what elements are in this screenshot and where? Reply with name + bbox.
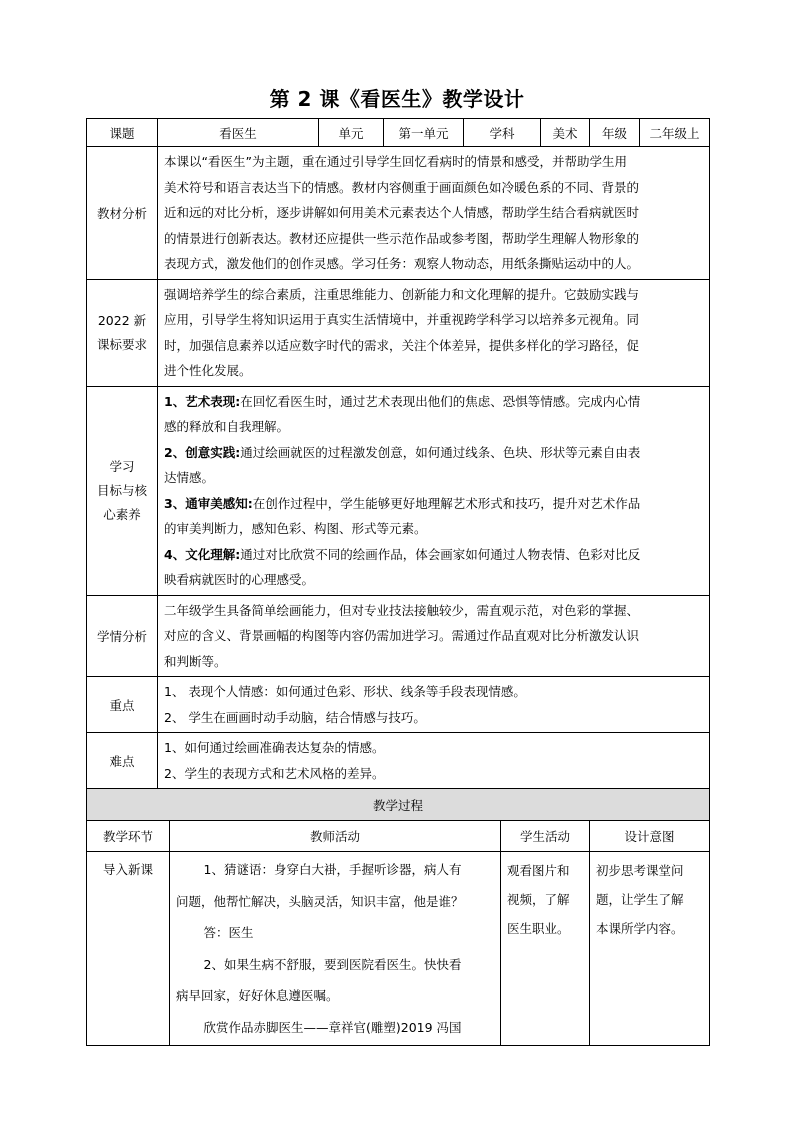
process-header-row	[87, 821, 710, 852]
mubiao-item-text: 通过对比欣赏不同的绘画作品，体会画家如何通过人物表情、色彩对比反	[240, 546, 641, 562]
jiaocai-line: 的情景进行创新表达。教材还应提供一些示范作品或参考图，帮助学生理解人物形象的	[164, 230, 640, 246]
mubiao-item	[164, 440, 703, 466]
header-row	[87, 119, 710, 147]
mubiao-item-text: 感的释放和自我理解。	[164, 419, 290, 434]
mubiao-item-title: 2、创意实践:	[164, 444, 241, 460]
xuesheng-line: 观看图片和	[507, 863, 570, 878]
jiaoshi-line: 欣赏作品赤脚医生——章祥官(雕塑)2019 冯国	[203, 1019, 462, 1035]
jiaoshi-line: 1、猜谜语：身穿白大褂，手握听诊器，病人有	[203, 862, 462, 877]
mubiao-item-text: 在回忆看医生时，通过艺术表现出他们的焦虑、恐惧等情感。完成内心情	[240, 393, 641, 409]
xueqing-line: 对应的含义、背景画幅的构图等内容仍需加进学习。需通过作品直观对比分析激发认识	[164, 628, 640, 643]
nianji-label: 年级	[590, 119, 640, 147]
mubiao-item-text: 通过绘画就医的过程激发创意，如何通过线条、色块、形状等元素自由表	[240, 444, 641, 460]
mubiao-row	[87, 386, 710, 595]
zhongdian-line: 1、 表现个人情感：如何通过色彩、形状、线条等手段表现情感。	[164, 684, 526, 699]
mubiao-label-line: 目标与核	[96, 482, 147, 498]
zhongdian-content	[158, 677, 710, 733]
mubiao-item	[164, 491, 703, 517]
nandian-content	[158, 733, 710, 789]
kebiao-line: 进个性化发展。	[164, 363, 252, 378]
xueke-label: 学科	[464, 119, 541, 147]
zhongdian-label: 重点	[87, 677, 158, 733]
mubiao-item-text: 的审美判断力，感知色彩、构图、形式等元素。	[164, 521, 427, 536]
jiaoshi-line: 病早回家，好好休息遵医嘱。	[176, 988, 339, 1003]
mubiao-item	[164, 542, 703, 568]
jiaoshi-cell	[170, 852, 501, 1046]
jiaoshi-line: 2、如果生病不舒服，要到医院看医生。快快看	[203, 956, 462, 972]
nandian-row	[87, 733, 710, 789]
xuesheng-line: 视频，了解	[507, 892, 570, 907]
zhongdian-line: 2、 学生在画画时动手动脑，结合情感与技巧。	[164, 709, 426, 725]
kebiao-label	[87, 279, 158, 386]
mubiao-item	[164, 389, 703, 415]
jiaocai-line: 美术符号和语言表达当下的情感。教材内容侧重于画面颜色如冷暖色系的不同、背景的	[164, 179, 640, 195]
mubiao-item-title: 3、通审美感知:	[164, 495, 253, 511]
nianji-value: 二年级上	[640, 119, 710, 147]
process-row-daoru	[87, 852, 710, 1046]
nandian-line: 2、学生的表现方式和艺术风格的差异。	[164, 765, 385, 781]
xuesheng-cell	[501, 852, 590, 1046]
nandian-label: 难点	[87, 733, 158, 789]
xueqing-row	[87, 595, 710, 677]
kebiao-label-line: 2022 新	[97, 312, 147, 328]
col-huanjie: 教学环节	[87, 821, 170, 852]
jiaocai-label: 教材分析	[87, 147, 158, 280]
col-jiaoshi: 教师活动	[170, 821, 501, 852]
mubiao-item-text: 在创作过程中，学生能够更好地理解艺术形式和技巧，提升对艺术作品	[252, 495, 641, 511]
xueqing-label: 学情分析	[87, 595, 158, 677]
mubiao-content	[158, 386, 710, 595]
process-table	[86, 788, 710, 1046]
mubiao-item-text: 映看病就医时的心理感受。	[164, 572, 315, 587]
kebiao-line: 应用，引导学生将知识运用于真实生活情境中，并重视跨学科学习以培养多元视角。同	[164, 312, 640, 327]
kebiao-content	[158, 279, 710, 386]
yitu-line: 本课所学内容。	[596, 921, 684, 936]
xueqing-content	[158, 595, 710, 677]
keti-value: 看医生	[158, 119, 319, 147]
page-title: 第 2 课《看医生》教学设计	[269, 87, 525, 111]
jiaoshi-line: 问题，他帮忙解决，头脑灵活，知识丰富，他是谁？	[176, 893, 464, 909]
zhongdian-row	[87, 677, 710, 733]
jiaocai-row	[87, 147, 710, 280]
yitu-cell	[590, 852, 710, 1046]
jiaocai-line: 近和远的对比分析，逐步讲解如何用美术元素表达个人情感，帮助学生结合看病就医时	[164, 205, 640, 220]
lesson-info-table	[86, 118, 710, 813]
keti-label: 课题	[87, 119, 158, 147]
jiaocai-content	[158, 147, 710, 280]
mubiao-label	[87, 386, 158, 595]
danyuan-label: 单元	[319, 119, 384, 147]
mubiao-label-line: 学习	[109, 458, 135, 474]
mubiao-label-line: 心素养	[103, 506, 141, 522]
col-xuesheng: 学生活动	[501, 821, 590, 852]
jiaocai-line: 表现方式，激发他们的创作灵感。学习任务：观察人物动态，用纸条撕贴运动中的人。	[164, 256, 640, 271]
mubiao-item-title: 4、文化理解:	[164, 546, 241, 562]
huanjie-cell: 导入新课	[87, 852, 170, 1046]
xueqing-line: 和判断等。	[164, 653, 227, 669]
yitu-line: 初步思考课堂问	[596, 863, 684, 878]
xuesheng-line: 医生职业。	[507, 921, 570, 936]
col-yitu: 设计意图	[590, 821, 710, 852]
process-title-row	[87, 789, 710, 821]
nandian-line: 1、如何通过绘画准确表达复杂的情感。	[164, 740, 385, 755]
mubiao-item-text: 达情感。	[164, 470, 215, 485]
kebiao-row	[87, 279, 710, 386]
kebiao-label-line: 课标要求	[96, 336, 147, 352]
jiaoshi-line: 答：医生	[203, 925, 254, 940]
xueqing-line: 二年级学生具备简单绘画能力，但对专业技法接触较少，需直观示范，对色彩的掌握、	[164, 602, 640, 618]
xueke-value: 美术	[541, 119, 590, 147]
kebiao-line: 时，加强信息素养以适应数字时代的需求，关注个体差异，提供多样化的学习路径，促	[164, 337, 640, 353]
jiaocai-line: 本课以“看医生”为主题，重在通过引导学生回忆看病时的情景和感受，并帮助学生用	[164, 154, 627, 169]
yitu-line: 题，让学生了解	[596, 892, 684, 907]
mubiao-item-title: 1、艺术表现:	[164, 393, 241, 409]
kebiao-line: 强调培养学生的综合素质，注重思维能力、创新能力和文化理解的提升。它鼓励实践与	[164, 286, 640, 302]
process-title: 教学过程	[87, 789, 710, 821]
danyuan-value: 第一单元	[384, 119, 464, 147]
